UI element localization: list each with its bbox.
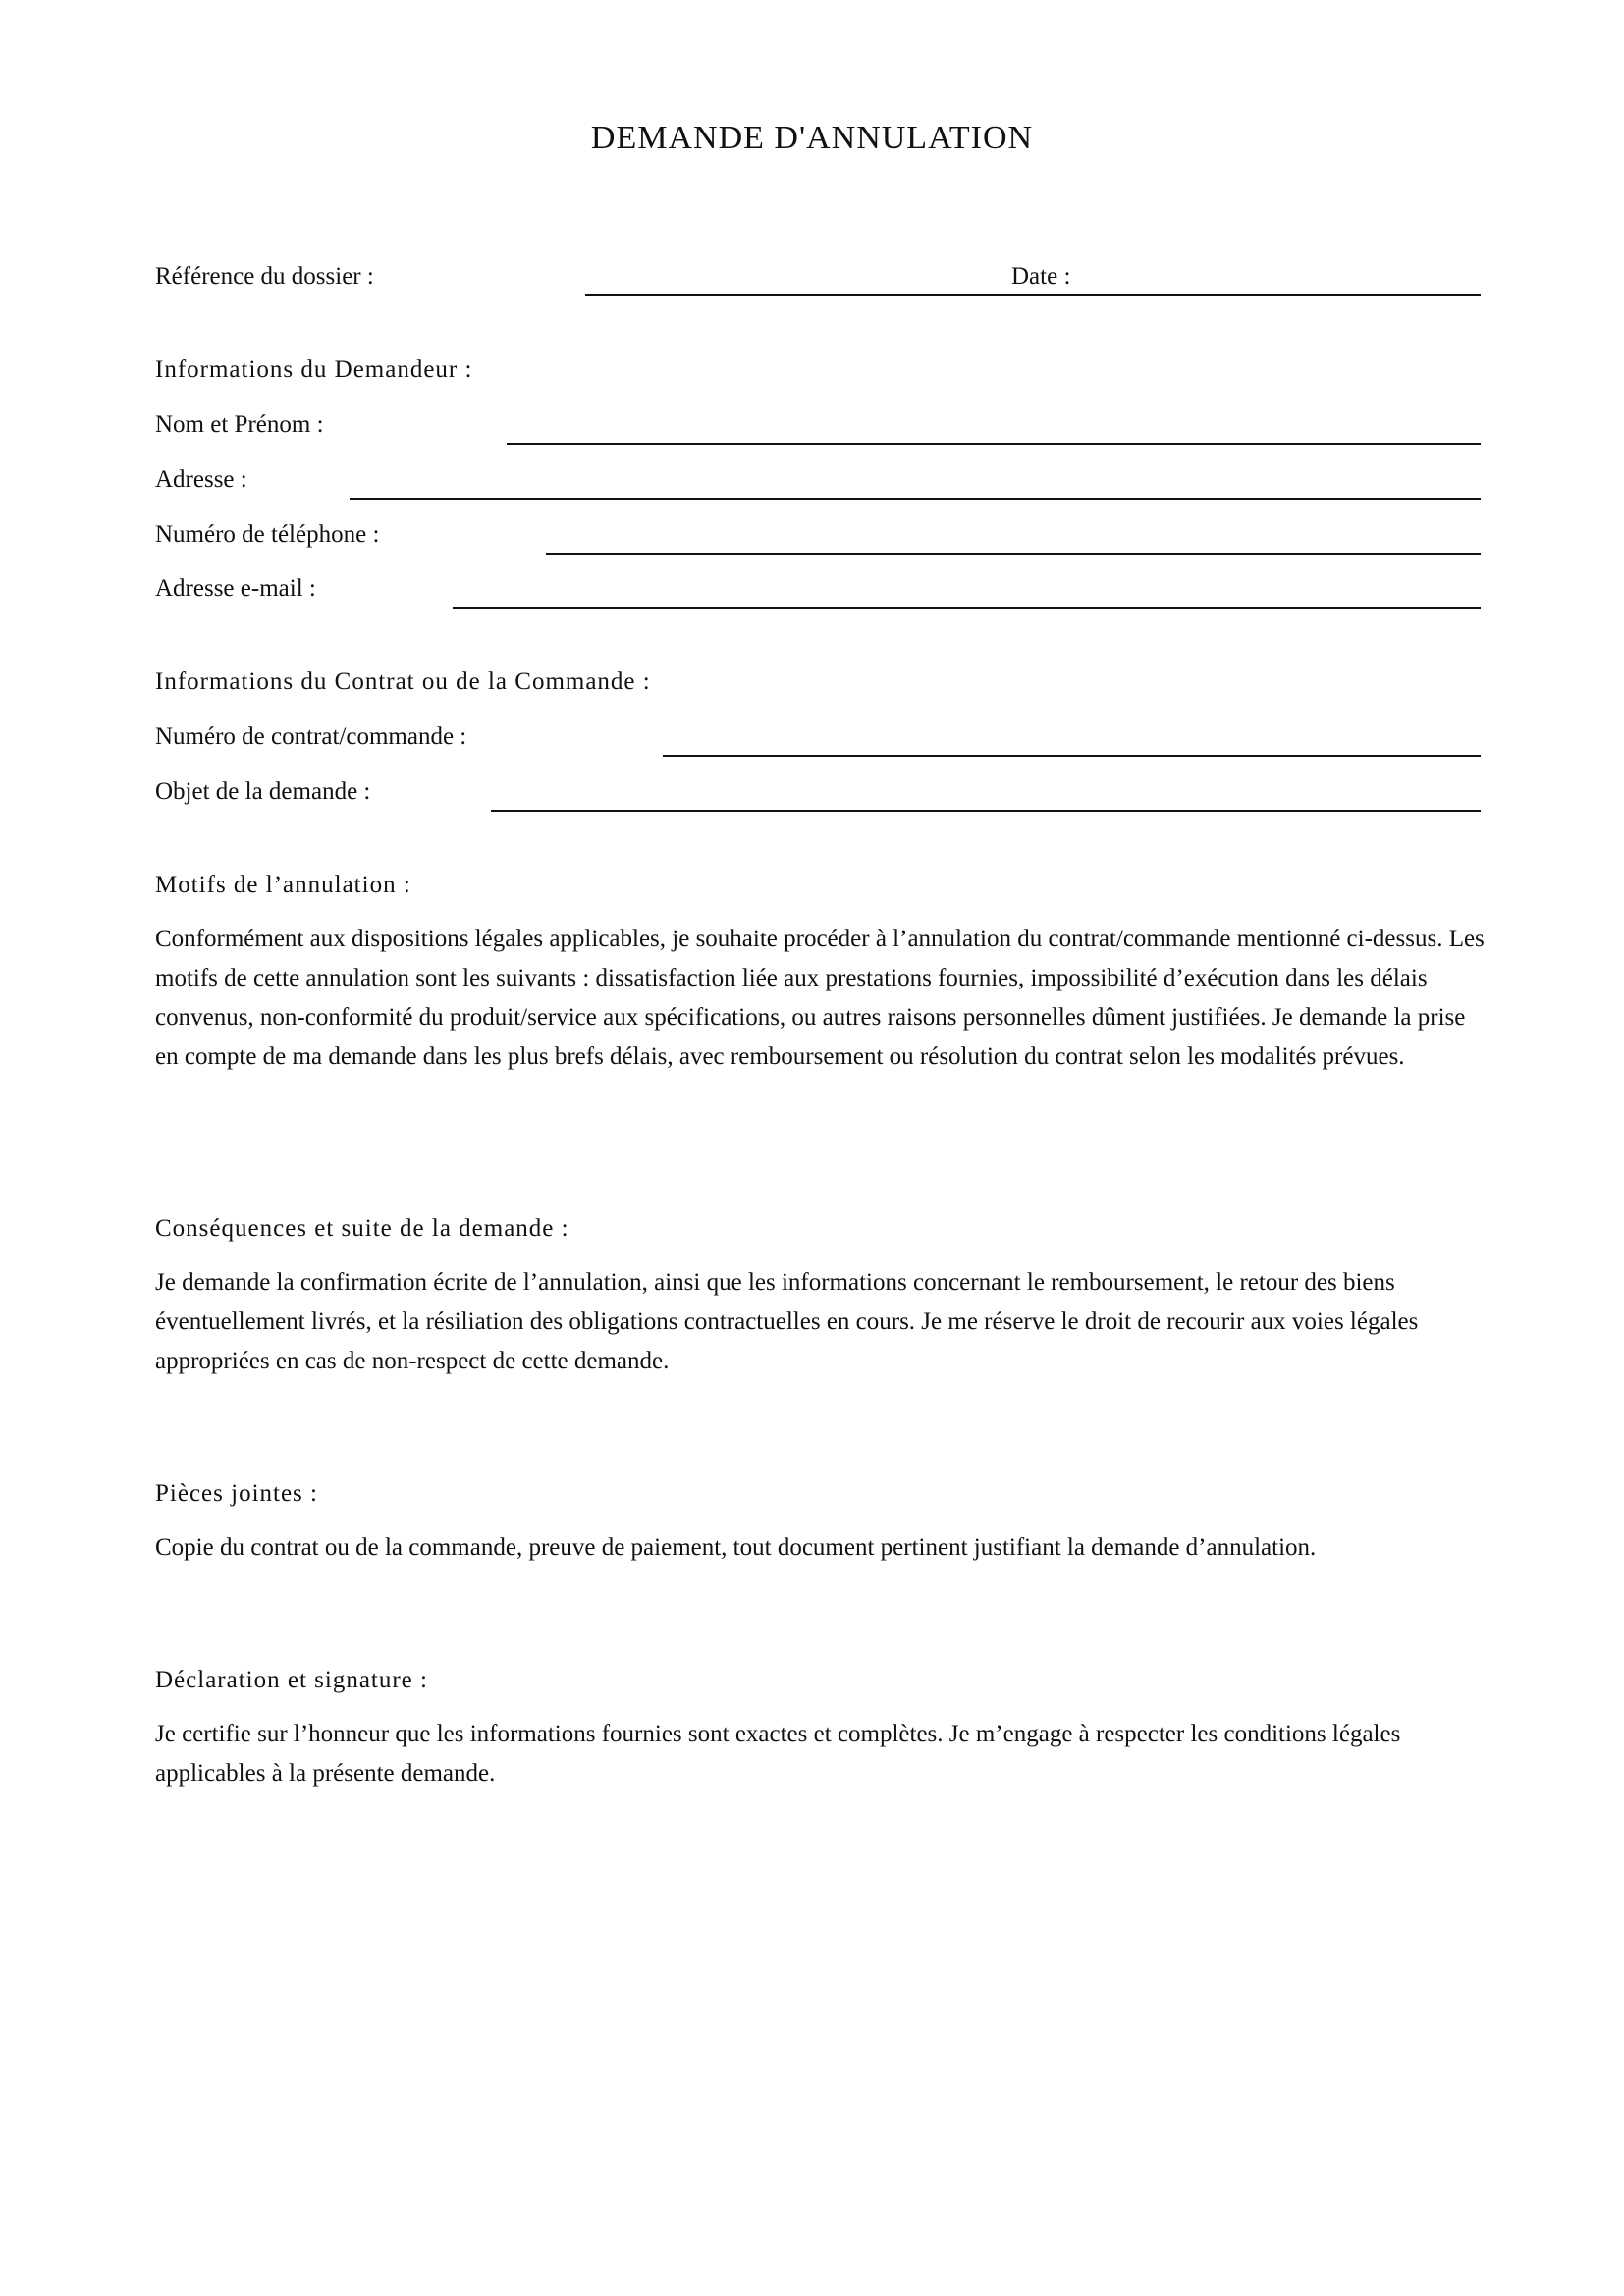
address-field-line[interactable] bbox=[350, 498, 1481, 500]
address-label: Adresse : bbox=[155, 466, 247, 493]
subject-label: Objet de la demande : bbox=[155, 778, 371, 805]
consequences-heading: Conséquences et suite de la demande : bbox=[155, 1215, 569, 1242]
email-field-line[interactable] bbox=[453, 607, 1481, 609]
name-field-line[interactable] bbox=[507, 443, 1481, 445]
email-label: Adresse e-mail : bbox=[155, 575, 316, 602]
reasons-heading: Motifs de l’annulation : bbox=[155, 872, 411, 898]
declaration-paragraph: Je certifie sur l’honneur que les informations fournies sont exactes et complètes. Je m’engage à respecter les conditions légales applicables à la présente demande. bbox=[155, 1721, 1401, 1787]
attachments-paragraph: Copie du contrat ou de la commande, preuve de paiement, tout document pertinent justifiant la demande d’annulation. bbox=[155, 1534, 1317, 1561]
contract-heading: Informations du Contrat ou de la Commande : bbox=[155, 668, 651, 695]
contract-number-field-line[interactable] bbox=[663, 755, 1481, 757]
reference-label: Référence du dossier : bbox=[155, 263, 374, 290]
declaration-heading: Déclaration et signature : bbox=[155, 1667, 428, 1693]
attachments-heading: Pièces jointes : bbox=[155, 1480, 318, 1507]
applicant-heading: Informations du Demandeur : bbox=[155, 356, 473, 383]
name-label: Nom et Prénom : bbox=[155, 411, 324, 438]
reasons-paragraph: Conformément aux dispositions légales applicables, je souhaite procéder à l’annulation du contrat/commande mentionné ci-dessus. Les motifs de cette annulation sont les suivants : dissatisfaction liée aux prestations fournies, impossibilité d’exécution dans les délais convenus, non-conformité du produit/service aux spécifications, ou autres raisons personnelles dûment justifiées. Je demande la prise en compte de ma demande dans les plus brefs délais, avec remboursement ou résolution du contrat selon les modalités prévues. bbox=[155, 926, 1485, 1070]
phone-field-line[interactable] bbox=[546, 553, 1481, 555]
page-title: DEMANDE D'ANNULATION bbox=[590, 120, 1034, 156]
phone-label: Numéro de téléphone : bbox=[155, 521, 380, 548]
reference-date-line[interactable] bbox=[585, 294, 1481, 296]
date-label: Date : bbox=[1011, 263, 1071, 290]
consequences-paragraph: Je demande la confirmation écrite de l’annulation, ainsi que les informations concernant le remboursement, le retour des biens éventuellement livrés, et la résiliation des obligations contractuelles en cours. Je me réserve le droit de recourir aux voies légales appropriées en cas de non-respect de cette demande. bbox=[155, 1269, 1419, 1374]
contract-number-label: Numéro de contrat/commande : bbox=[155, 723, 467, 750]
subject-field-line[interactable] bbox=[491, 810, 1481, 812]
